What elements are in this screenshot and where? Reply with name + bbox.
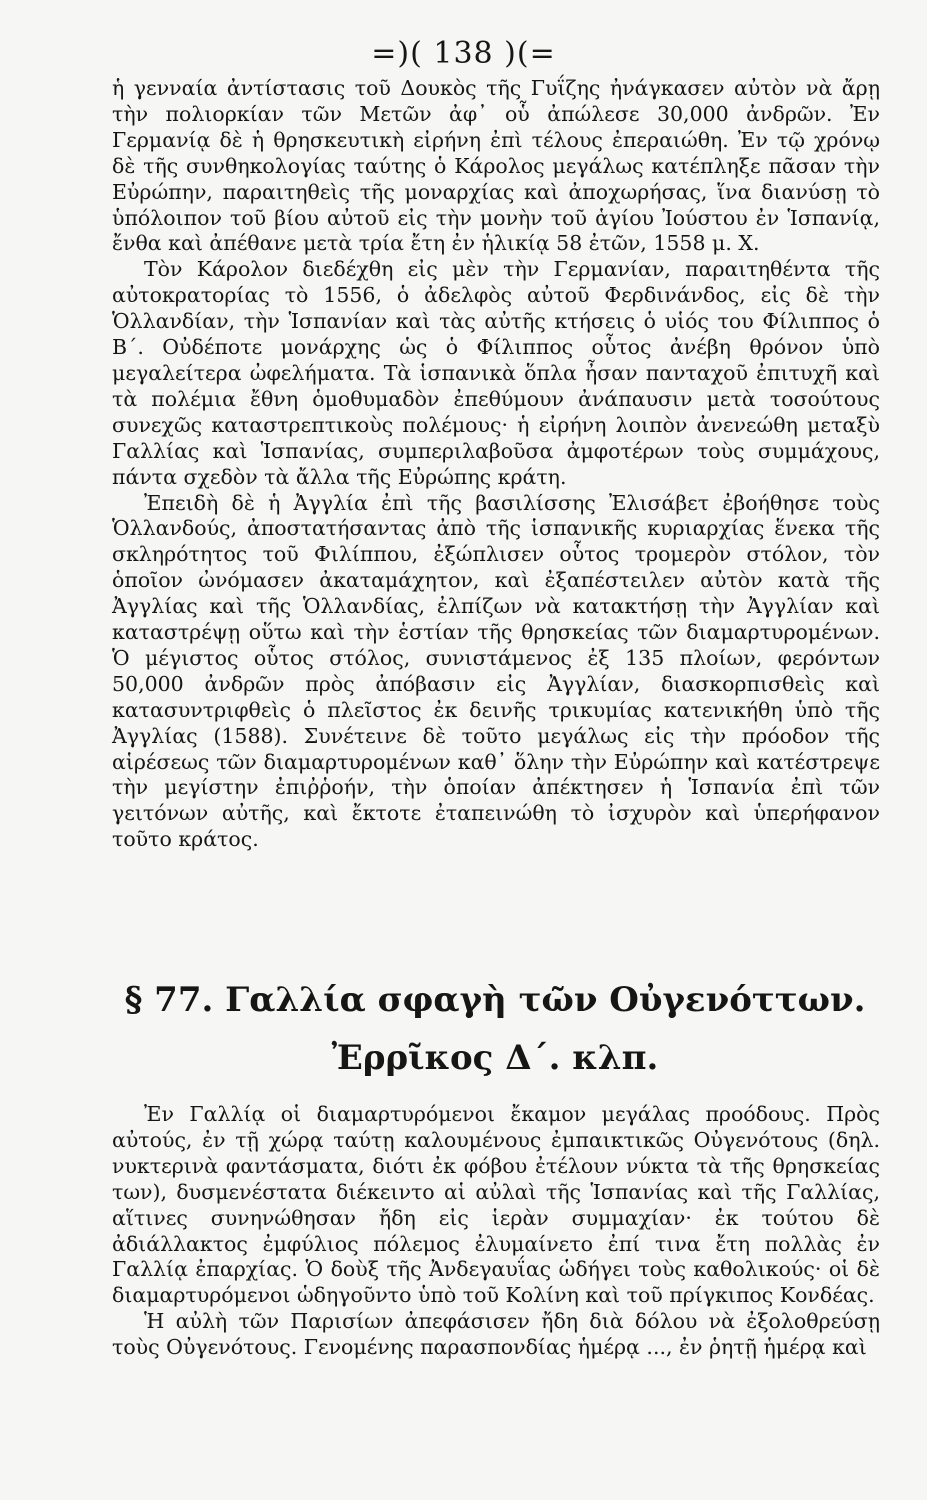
- body-text-bottom: [112, 1102, 880, 1361]
- paragraph-continuation: ἡ γενναία ἀντίστασις τοῦ Δουκὸς τῆς Γυΐζης ἠνάγκασεν αὐτὸν νὰ ἄρῃ τὴν πολιορκίαν τῶν Μετῶν ἀφ᾽ οὗ ἀπώλεσε 30,000 ἀνδρῶν. Ἐν Γερμανίᾳ δὲ ἡ θρησκευτικὴ εἰρήνη ἐπὶ τέλους ἐπεραιώθη. Ἐν τῷ χρόνῳ δὲ τῆς συνθηκολογίας ταύτης ὁ Κάρολος μεγάλως κατέπληξε πᾶσαν τὴν Εὐρώπην, παραιτηθεὶς τῆς μοναρχίας καὶ ἀποχωρήσας, ἵνα διανύσῃ τὸ ὑπόλοιπον τοῦ βίου αὐτοῦ εἰς τὴν μονὴν τοῦ ἁγίου Ἰούστου ἐν Ἱσπανίᾳ, ἔνθα καὶ ἀπέθανε μετὰ τρία ἔτη ἐν ἡλικίᾳ 58 ἐτῶν, 1558 μ. Χ.: [112, 76, 880, 256]
- section-subheading: Ἐρρῖκος Δ΄. κλπ.: [331, 1038, 659, 1078]
- body-text-top: [112, 76, 880, 853]
- paragraph-paris-court: Ἡ αὐλὴ τῶν Παρισίων ἀπεφάσισεν ἤδη διὰ δόλου νὰ ἐξολοθρεύσῃ τοὺς Οὐγενότους. Γενομένης παρασπονδίας ἡμέρᾳ ..., ἐν ῥητῇ ἡμέρᾳ καὶ: [112, 1309, 880, 1360]
- paragraph-huguenots: Ἐν Γαλλίᾳ οἱ διαμαρτυρόμενοι ἔκαμον μεγάλας προόδους. Πρὸς αὐτούς, ἐν τῇ χώρᾳ ταύτῃ καλουμένους ἐμπαικτικῶς Οὐγενότους (δηλ. νυκτερινὰ φαντάσματα, διότι ἐκ φόβου ἐτέλουν νύκτα τὰ τῆς θρησκείας των), δυσμενέστατα διέκειντο αἱ αὐλαὶ τῆς Ἱσπανίας καὶ τῆς Γαλλίας, αἵτινες συνηνώθησαν ἤδη εἰς ἱερὰν συμμαχίαν· ἐκ τούτου δὲ ἀδιάλλακτος ἐμφύλιος πόλεμος ἐλυμαίνετο ἐπί τινα ἔτη πολλὰς ἐν Γαλλίᾳ ἐπαρχίας. Ὁ δοὺξ τῆς Ἀνδεγαυΐας ὡδήγει τοὺς καθολικούς· οἱ δὲ διαμαρτυρόμενοι ὡδηγοῦντο ὑπὸ τοῦ Κολίνη καὶ τοῦ πρίγκιπος Κονδέας.: [112, 1102, 880, 1308]
- paragraph-charles-successors: Τὸν Κάρολον διεδέχθη εἰς μὲν τὴν Γερμανίαν, παραιτηθέντα τῆς αὐτοκρατορίας τὸ 1556, ὁ ἀδελφὸς αὐτοῦ Φερδινάνδος, εἰς δὲ τὴν Ὁλλανδίαν, τὴν Ἱσπανίαν καὶ τὰς αὐτῆς κτήσεις ὁ υἱός του Φίλιππος ὁ Β΄. Οὐδέποτε μονάρχης ὡς ὁ Φίλιππος οὗτος ἀνέβη θρόνον ὑπὸ μεγαλείτερα ὠφελήματα. Τὰ ἱσπανικὰ ὅπλα ἦσαν πανταχοῦ ἐπιτυχῆ καὶ τὰ πολέμια ἔθνη ὁμοθυμαδὸν ἐπεθύμουν ἀνάπαυσιν μετὰ τοσούτους συνεχῶς καταστρεπτικοὺς πολέμους· ἡ εἰρήνη λοιπὸν ἀνενεώθη μεταξὺ Γαλλίας καὶ Ἱσπανίας, συμπεριλαβοῦσα ἀμφοτέρων τοὺς συμμάχους, πάντα σχεδὸν τὰ ἄλλα τῆς Εὐρώπης κράτη.: [112, 257, 880, 489]
- paragraph-armada: Ἐπειδὴ δὲ ἡ Ἀγγλία ἐπὶ τῆς βασιλίσσης Ἐλισάβετ ἐβοήθησε τοὺς Ὁλλανδούς, ἀποστατήσαντας ἀπὸ τῆς ἱσπανικῆς κυριαρχίας ἕνεκα τῆς σκληρότητος τοῦ Φιλίππου, ἐξώπλισεν οὗτος τρομερὸν στόλον, τὸν ὁποῖον ὠνόμασεν ἀκαταμάχητον, καὶ ἐξαπέστειλεν αὐτὸν κατὰ τῆς Ἀγγλίας καὶ τῆς Ὁλλανδίας, ἐλπίζων νὰ κατακτήσῃ τὴν Ἀγγλίαν καὶ καταστρέψῃ οὕτω καὶ τὴν ἑστίαν τῆς θρησκείας τῶν διαμαρτυρομένων. Ὁ μέγιστος οὗτος στόλος, συνιστάμενος ἐξ 135 πλοίων, φερόντων 50,000 ἀνδρῶν πρὸς ἀπόβασιν εἰς Ἀγγλίαν, διασκορπισθεὶς καὶ κατασυντριφθεὶς ὁ πλεῖστος ἐκ δεινῆς τρικυμίας κατενικήθη ὑπὸ τῆς Ἀγγλίας (1588). Συνέτεινε δὲ τοῦτο μεγάλως εἰς τὴν πρόοδον τῆς αἱρέσεως τῶν διαμαρτυρομένων καθ᾽ ὅλην τὴν Εὐρώπην καὶ κατέστρεψε τὴν μεγίστην ἐπιῤῥοήν, τὴν ὁποίαν ἀπέκτησεν ἡ Ἱσπανία ἐπὶ τῶν γειτόνων αὐτῆς, καὶ ἔκτοτε ἐταπεινώθη τὸ ἰσχυρὸν καὶ ὑπερήφανον τοῦτο κράτος.: [112, 490, 880, 852]
- section-heading: § 77. Γαλλία σφαγὴ τῶν Οὐγενόττων.: [124, 980, 866, 1020]
- page-number: =)( 138 )(=: [371, 36, 556, 71]
